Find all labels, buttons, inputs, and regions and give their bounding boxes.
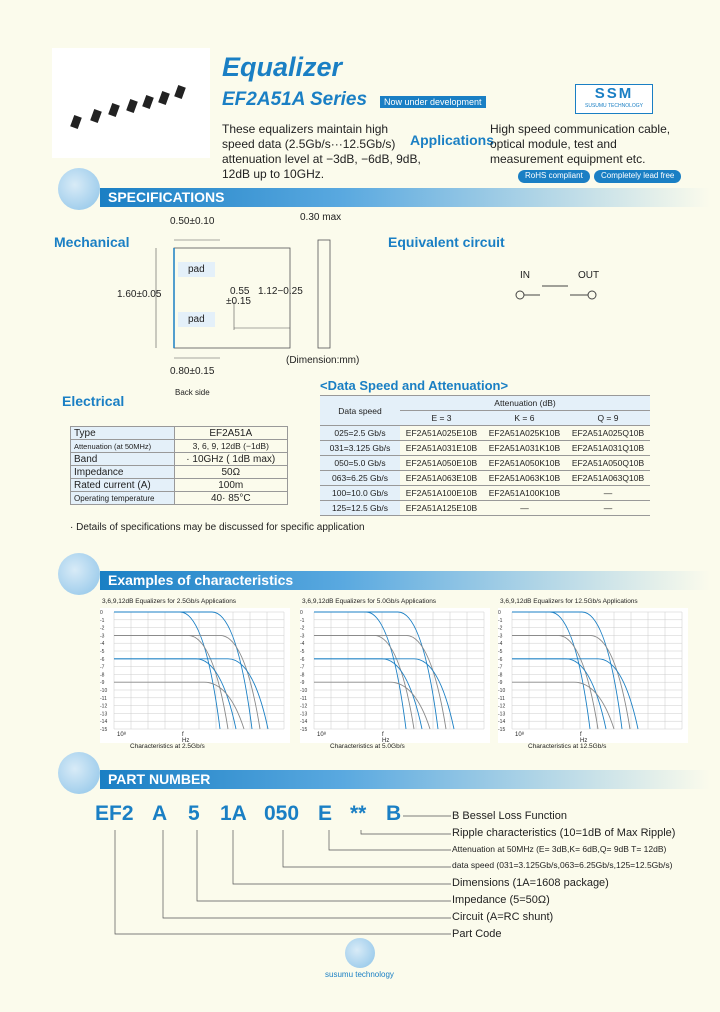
table-cell: EF2A51A031E10B — [400, 441, 483, 456]
chart-series-line — [314, 659, 422, 729]
chart-title: 3,6,9,12dB Equalizers for 5.0Gb/s Applications — [302, 598, 437, 605]
y-tick-label: -3 — [498, 633, 503, 640]
table-cell: 125=12.5 Gb/s — [320, 501, 400, 516]
table-cell: EF2A51A050E10B — [400, 456, 483, 471]
chart-caption: Characteristics at 2.5Gb/s — [130, 743, 205, 750]
mechanical-heading: Mechanical — [54, 234, 130, 250]
dim-height: 1.60±0.05 — [117, 289, 162, 300]
table-cell: EF2A51A — [174, 427, 287, 440]
pn-code-e: E — [318, 802, 333, 825]
dim-thickness: 0.30 max — [300, 212, 342, 223]
table-cell: Operating temperature — [71, 492, 175, 505]
y-tick-label: -12 — [100, 703, 108, 710]
y-tick-label: -9 — [300, 680, 305, 687]
y-tick-label: -6 — [300, 656, 305, 663]
y-tick-label: -2 — [300, 625, 305, 632]
examples-heading: Examples of characteristics — [100, 571, 710, 590]
dim-gap-a: 0.55 — [230, 286, 250, 297]
y-tick-label: -4 — [100, 641, 105, 648]
dev-badge: Now under development — [380, 96, 486, 108]
x-tick-label: 10⁸ — [515, 732, 525, 738]
table-cell: Attenuation (at 50MHz) — [71, 440, 175, 453]
pn-code-b: B — [386, 802, 402, 825]
table-cell: 100=10.0 Gb/s — [320, 486, 400, 501]
x-tick-label: 10⁸ — [117, 732, 127, 738]
y-tick-label: -8 — [300, 672, 305, 679]
pn-desc: Dimensions (1A=1608 package) — [452, 877, 609, 889]
pn-code-ef2: EF2 — [95, 802, 134, 825]
table-header: Data speed — [320, 396, 400, 426]
table-cell: — — [483, 501, 566, 516]
y-tick-label: -5 — [100, 649, 105, 655]
table-header: Q = 9 — [566, 411, 650, 426]
dim-gap-c: 1.12−0.25 — [258, 286, 303, 297]
y-tick-label: -7 — [300, 664, 305, 671]
y-tick-label: -4 — [300, 641, 305, 648]
table-cell: — — [566, 501, 650, 516]
dim-top: 0.50±0.10 — [170, 216, 215, 227]
applications-label: Applications — [410, 132, 495, 148]
pn-desc: Circuit (A=RC shunt) — [452, 911, 554, 923]
y-tick-label: -7 — [100, 664, 105, 671]
pad-top: pad — [178, 262, 215, 277]
pn-desc: data speed (031=3.125Gb/s,063=6.25Gb/s,125=12.5Gb/s) — [452, 860, 673, 870]
y-tick-label: 0 — [100, 610, 103, 616]
y-tick-label: -11 — [300, 695, 307, 702]
table-header: K = 6 — [483, 411, 566, 426]
chart-caption: Characteristics at 12.5Gb/s — [528, 743, 607, 750]
table-row — [320, 456, 650, 471]
y-tick-label: -5 — [498, 649, 503, 655]
x-tick-label: 10⁸ — [317, 732, 327, 738]
chart-series-line — [114, 612, 252, 729]
mechanical-drawing — [140, 220, 360, 370]
table-cell: Impedance — [71, 466, 175, 479]
y-tick-label: -14 — [498, 719, 506, 726]
circuit-diagram — [512, 282, 602, 306]
y-tick-label: -13 — [100, 711, 108, 718]
part-number-heading: PART NUMBER — [100, 770, 710, 789]
dim-gap-b: ±0.15 — [226, 296, 251, 307]
table-row — [320, 426, 650, 441]
table-cell: EF2A51A063K10B — [483, 471, 566, 486]
y-tick-label: -9 — [100, 680, 105, 687]
circuit-out-label: OUT — [578, 270, 600, 281]
y-tick-label: -14 — [100, 719, 108, 726]
intro-text: These equalizers maintain high speed data (2.5Gb/s···12.5Gb/s) attenuation level at −3dB, −6dB, 9dB, 12dB up to 10GHz. — [222, 122, 421, 181]
pn-code-a: A — [152, 802, 168, 825]
y-tick-label: -13 — [300, 711, 308, 718]
chart-title: 3,6,9,12dB Equalizers for 12.5Gb/s Applications — [500, 598, 638, 605]
circuit-in-label: IN — [520, 270, 530, 281]
pad-bottom: pad — [178, 312, 215, 327]
product-photo — [52, 48, 210, 158]
y-tick-label: -2 — [498, 625, 503, 632]
y-tick-label: -3 — [300, 633, 305, 640]
table-row — [71, 466, 288, 479]
chip-image — [52, 48, 210, 158]
table-cell: EF2A51A025E10B — [400, 426, 483, 441]
table-cell: EF2A51A063E10B — [400, 471, 483, 486]
chart-plot — [498, 608, 688, 743]
table-cell: 063=6.25 Gb/s — [320, 471, 400, 486]
specifications-heading: SPECIFICATIONS — [100, 188, 710, 207]
table-cell: 025=2.5 Gb/s — [320, 426, 400, 441]
logo-sub: SUSUMU TECHNOLOGY — [585, 103, 643, 109]
chart-caption: Characteristics at 5.0Gb/s — [330, 743, 405, 750]
footer-logo-icon — [345, 938, 375, 968]
table-cell: 50Ω — [174, 466, 287, 479]
table-cell: EF2A51A050Q10B — [566, 456, 650, 471]
lead-free-badge: Completely lead free — [594, 170, 681, 183]
y-tick-label: -4 — [498, 641, 503, 648]
y-tick-label: -5 — [300, 649, 305, 655]
y-tick-label: -2 — [100, 625, 105, 632]
table-cell: EF2A51A025Q10B — [566, 426, 650, 441]
chart-series-line — [314, 612, 406, 729]
pn-desc: Part Code — [452, 928, 502, 940]
table-cell: Rated current (A) — [71, 479, 175, 492]
y-tick-label: -14 — [300, 719, 308, 726]
y-tick-label: -10 — [498, 688, 506, 694]
y-tick-label: -10 — [300, 688, 308, 694]
y-tick-label: -8 — [100, 672, 105, 679]
table-cell: EF2A51A100E10B — [400, 486, 483, 501]
y-tick-label: -11 — [498, 695, 505, 702]
data-speed-heading: <Data Speed and Attenuation> — [320, 378, 509, 393]
chart-series-line — [512, 612, 590, 729]
table-header: Attenuation (dB) — [400, 396, 650, 411]
electrical-heading: Electrical — [62, 393, 125, 409]
y-tick-label: -3 — [100, 633, 105, 640]
table-cell: EF2A51A031Q10B — [566, 441, 650, 456]
part-number-leader-lines — [95, 810, 455, 940]
table-row — [71, 453, 288, 466]
section-bubble-icon — [58, 553, 100, 595]
chart-plot — [100, 608, 290, 743]
y-tick-label: -12 — [498, 703, 506, 710]
table-row — [71, 440, 288, 453]
rohs-badge: RoHS compliant — [518, 170, 590, 183]
table-cell: 100m — [174, 479, 287, 492]
y-tick-label: -6 — [100, 656, 105, 663]
y-tick-label: -13 — [498, 711, 506, 718]
y-tick-label: 0 — [300, 610, 303, 616]
section-bubble-icon — [58, 168, 100, 210]
y-tick-label: -8 — [498, 672, 503, 679]
table-cell: EF2A51A100K10B — [483, 486, 566, 501]
pn-code-stars: ** — [350, 802, 367, 825]
chart-series-line — [114, 659, 236, 729]
y-tick-label: -15 — [498, 727, 506, 733]
table-row — [320, 471, 650, 486]
chart-series-line — [512, 612, 622, 729]
table-cell: EF2A51A125E10B — [400, 501, 483, 516]
chart-title: 3,6,9,12dB Equalizers for 2.5Gb/s Applications — [102, 598, 237, 605]
spec-note: · Details of specifications may be discussed for specific application — [70, 522, 365, 533]
table-cell: EF2A51A063Q10B — [566, 471, 650, 486]
y-tick-label: -11 — [100, 695, 107, 702]
company-logo — [575, 84, 653, 114]
chart-series-line — [512, 659, 638, 729]
pn-desc: B Bessel Loss Function — [452, 810, 567, 822]
table-row — [71, 427, 288, 440]
y-tick-label: -6 — [498, 656, 503, 663]
chart-series-line — [114, 659, 268, 729]
chart-series-line — [114, 612, 220, 729]
data-speed-table — [320, 395, 650, 516]
table-cell: 031=3.125 Gb/s — [320, 441, 400, 456]
y-tick-label: 0 — [498, 610, 501, 616]
series-title: EF2A51A Series — [222, 89, 368, 110]
pn-code-5: 5 — [188, 802, 200, 825]
y-tick-label: -1 — [300, 617, 305, 624]
table-row — [320, 396, 650, 411]
table-cell: EF2A51A031K10B — [483, 441, 566, 456]
table-cell: 050=5.0 Gb/s — [320, 456, 400, 471]
logo-text: SSM — [594, 85, 634, 102]
pn-code-1a: 1A — [220, 802, 247, 825]
x-axis-label: f Hz — [182, 732, 190, 744]
pn-desc: Ripple characteristics (10=1dB of Max Ripple) — [452, 827, 676, 839]
table-cell: Type — [71, 427, 175, 440]
table-cell: EF2A51A050K10B — [483, 456, 566, 471]
table-cell: 3, 6, 9, 12dB (−1dB) — [174, 440, 287, 453]
y-tick-label: -7 — [498, 664, 503, 671]
x-axis-label: f Hz — [382, 732, 390, 744]
chart-plot — [300, 608, 490, 743]
footer-text: susumu technology — [325, 970, 394, 979]
page-title: Equalizer — [222, 52, 343, 82]
y-tick-label: -15 — [300, 727, 308, 733]
section-bubble-icon — [58, 752, 100, 794]
table-row — [320, 486, 650, 501]
table-header: E = 3 — [400, 411, 483, 426]
y-tick-label: -1 — [100, 617, 105, 624]
chart-series-line — [512, 659, 606, 729]
back-side-label: Back side — [175, 388, 210, 397]
y-tick-label: -15 — [100, 727, 108, 733]
pn-code-050: 050 — [264, 802, 300, 825]
y-tick-label: -9 — [498, 680, 503, 687]
chart-series-line — [314, 612, 438, 729]
table-row — [71, 492, 288, 505]
y-tick-label: -1 — [498, 617, 503, 624]
pn-desc: Impedance (5=50Ω) — [452, 894, 550, 906]
equivalent-circuit-heading: Equivalent circuit — [388, 234, 505, 250]
table-row — [71, 479, 288, 492]
table-cell: · 10GHz ( 1dB max) — [174, 453, 287, 466]
y-tick-label: -12 — [300, 703, 308, 710]
dimension-unit: (Dimension:mm) — [286, 355, 360, 366]
pn-desc: Attenuation at 50MHz (E= 3dB,K= 6dB,Q= 9dB T= 12dB) — [452, 844, 667, 854]
table-cell: EF2A51A025K10B — [483, 426, 566, 441]
table-row — [320, 441, 650, 456]
table-cell: — — [566, 486, 650, 501]
applications-text: High speed communication cable, optical module, test and measurement equipment etc. — [490, 122, 671, 166]
x-axis-label: f Hz — [580, 732, 588, 744]
table-row — [320, 501, 650, 516]
table-cell: Band — [71, 453, 175, 466]
dim-width: 0.80±0.15 — [170, 366, 215, 377]
electrical-table — [70, 426, 288, 505]
table-cell: 40· 85°C — [174, 492, 287, 505]
y-tick-label: -10 — [100, 688, 108, 694]
